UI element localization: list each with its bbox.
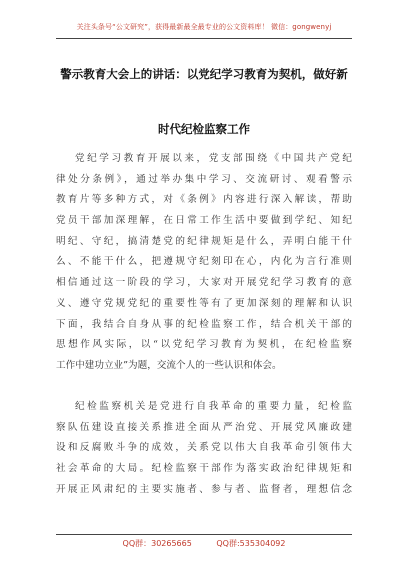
paragraph-line: 律处分条例》，通过举办集中学习、交流研讨、观看警示 bbox=[56, 173, 352, 185]
header-divider bbox=[56, 38, 352, 39]
paragraph-line: 察队伍建设直接关系推进全面从严治党、开展党风廉政建 bbox=[56, 421, 352, 433]
footer-qq-group-1: QQ群：30265665 bbox=[122, 539, 192, 548]
footer-qq-group-2: QQ群:535304092 bbox=[216, 539, 286, 548]
document-title-line-2: 时代纪检监察工作 bbox=[158, 122, 250, 136]
paragraph-line: 么、不能干什么，把遵规守纪刻印在心，内化为言行准则 bbox=[56, 256, 352, 268]
paragraph-line: 义、遵守党规党纪的重要性等有了更加深刻的理解和认识 bbox=[56, 297, 352, 309]
paragraph-line: 相信通过这一阶段的学习，大家对开展党纪学习教育的意 bbox=[56, 277, 352, 289]
paragraph-line: 教育片等多种方式，对《条例》内容进行深入解读，帮助 bbox=[56, 194, 352, 206]
paragraph-line: 明纪、守纪，搞清楚党的纪律规矩是什么，弄明白能干什 bbox=[56, 235, 352, 247]
paragraph-line: 社会革命的大局。纪检监察干部作为落实政治纪律规矩和 bbox=[56, 463, 352, 475]
paragraph-line: 下面，我结合自身从事的纪检监察工作，结合机关干部的 bbox=[56, 318, 352, 330]
paragraph-line: 工作中建功立业”为题，交流个人的一些认识和体会。 bbox=[56, 359, 282, 371]
paragraph-line: 设和反腐败斗争的成效，关系党以伟大自我革命引领伟大 bbox=[56, 442, 352, 454]
header-banner: 关注头条号“公文研究”，获得最新最全最专业的公文资料库！ 微信：gongwenyj bbox=[76, 23, 332, 31]
footer-divider bbox=[56, 534, 352, 535]
paragraph-line: 开展正风肃纪的主要实施者、参与者、监督者，理想信念 bbox=[56, 483, 352, 495]
paragraph-line: 党纪学习教育开展以来，党支部围绕《中国共产党纪 bbox=[75, 153, 352, 164]
paragraph-1 bbox=[56, 149, 352, 377]
paragraph-line: 思想作风实际，以“以党纪学习教育为契机，在纪检监察 bbox=[56, 339, 352, 351]
paragraph-2 bbox=[56, 397, 352, 500]
paragraph-line: 纪检监察机关是党进行自我革命的重要力量，纪检监 bbox=[75, 401, 352, 412]
footer bbox=[0, 538, 408, 549]
paragraph-line: 党员干部加深理解，在日常工作生活中要做到学纪、知纪 bbox=[56, 215, 352, 227]
document-title-line-1: 警示教育大会上的讲话：以党纪学习教育为契机，做好新 bbox=[60, 67, 348, 81]
